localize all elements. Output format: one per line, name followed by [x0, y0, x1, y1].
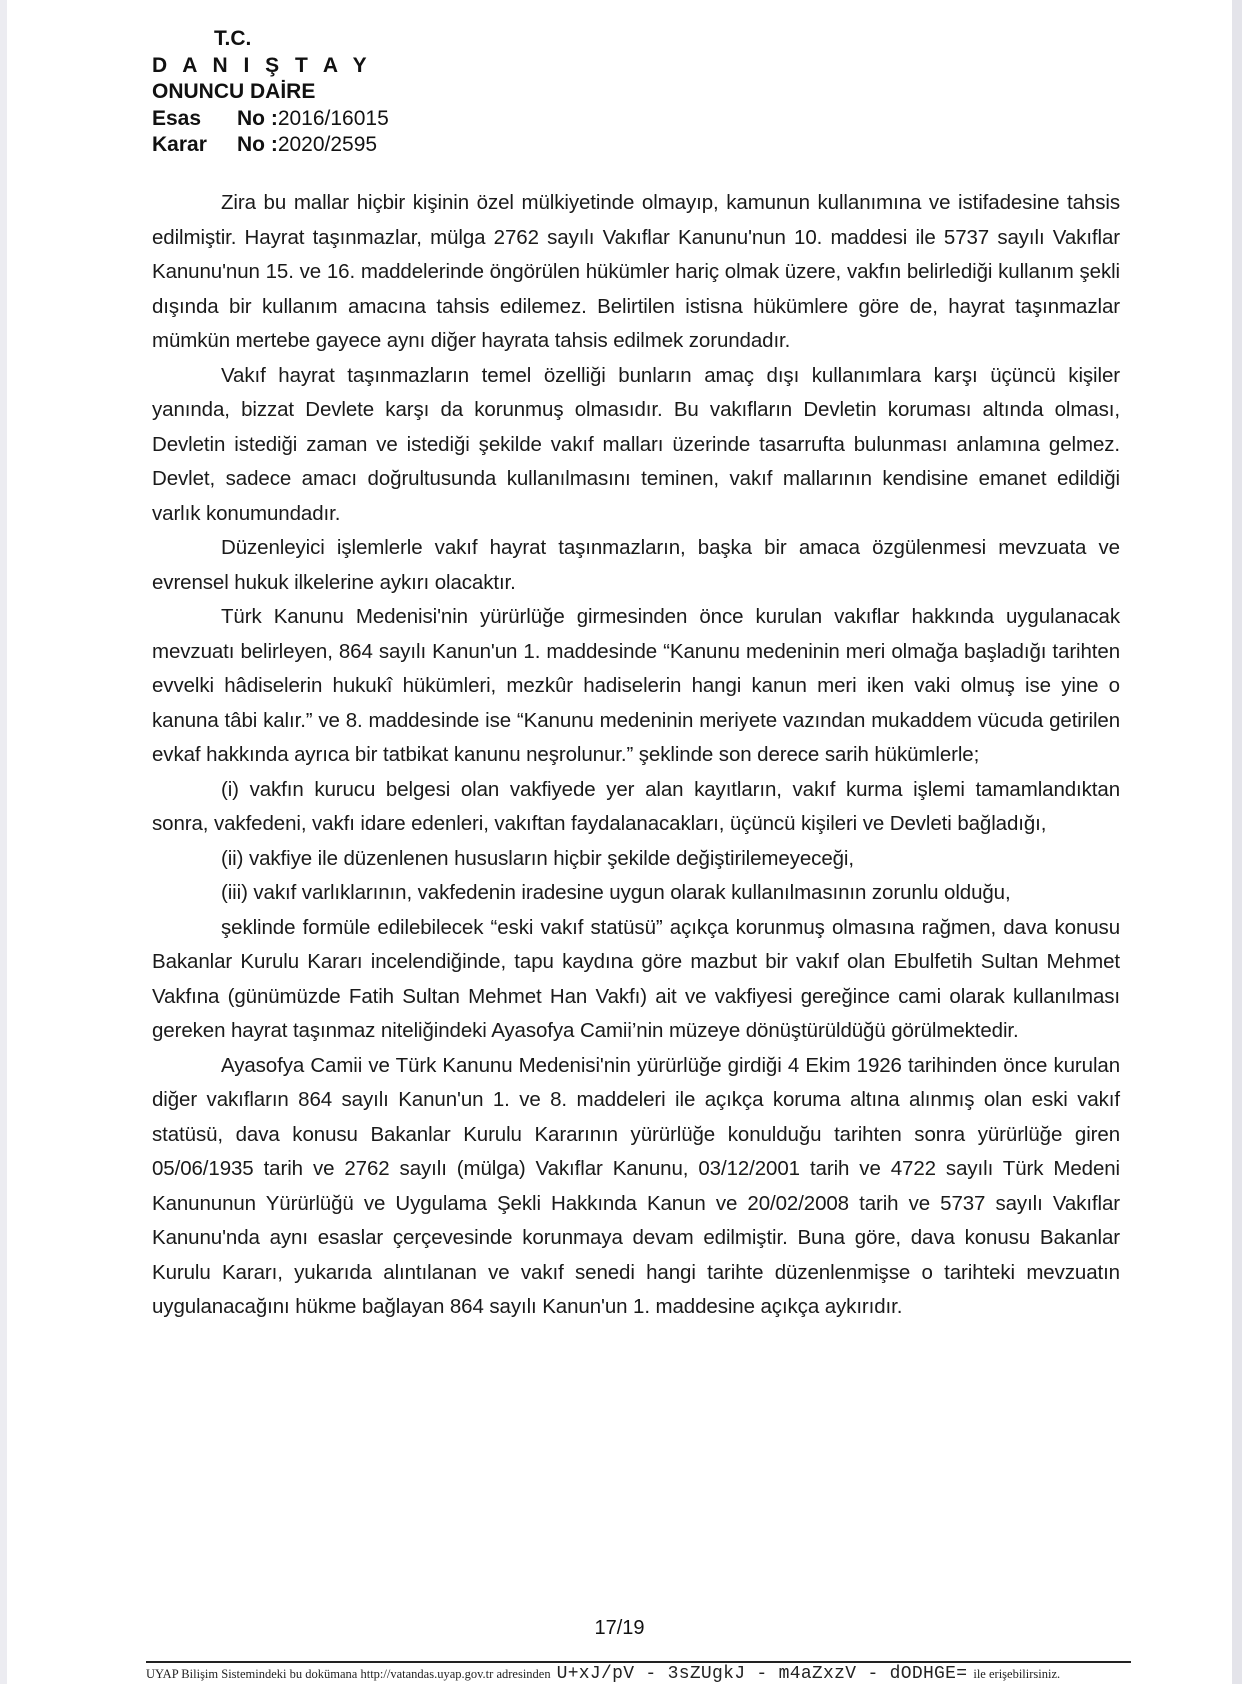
- viewer-right-edge: [1232, 0, 1242, 1684]
- footer-note: [146, 1664, 1146, 1684]
- document-body: [152, 186, 1120, 1325]
- document-header: [152, 26, 389, 159]
- verification-code: U+xJ/pV - 3sZUgkJ - m4aZxzV - dODHGE=: [556, 1664, 968, 1684]
- paragraph: Ayasofya Camii ve Türk Kanunu Medenisi'nin yürürlüğe girdiği 4 Ekim 1926 tarihinden önce kurulan diğer vakıfların 864 sayılı Kanun'un 1. ve 8. maddeleri ile açıkça koruma altına alınmış olan eski vakıf statüsü, dava konusu Bakanlar Kurulu Kararının yürürlüğe konulduğu tarihten sonra yürürlüğe giren 05/06/1935 tarih ve 2762 sayılı (mülga) Vakıflar Kanunu, 03/12/2001 tarih ve 4722 sayılı Türk Medeni Kanununun Yürürlüğü ve Uygulama Şekli Hakkında Kanun ve 20/02/2008 tarih ve 5737 sayılı Vakıflar Kanunu'nda aynı esaslar çerçevesinde korunmaya devam edilmiştir. Buna göre, dava konusu Bakanlar Kurulu Kararı, yukarıda alıntılanan ve vakıf senedi hangi tarihte düzenlenmişse o tarihteki mevzuatın uygulanacağını hükme bağlayan 864 sayılı Kanun'un 1. maddesine açıkça aykırıdır.: [152, 1053, 1120, 1318]
- karar-number: 2020/2595: [277, 133, 378, 156]
- esas-label: Esas: [152, 106, 202, 130]
- list-item: (iii) vakıf varlıklarının, vakfedenin iradesine uygun olarak kullanılmasının zorunlu olduğu,: [221, 881, 1011, 904]
- esas-row: [152, 106, 389, 133]
- viewer-left-edge: [0, 0, 7, 1684]
- esas-number: 2016/16015: [277, 106, 389, 130]
- paragraph: Türk Kanunu Medenisi'nin yürürlüğe girmesinden önce kurulan vakıflar hakkında uygulanacak mevzuatı belirleyen, 864 sayılı Kanun'un 1. maddesinde “Kanunu medeninin meri olmağa başladığı tarihten evvelki hâdiselerin hukukî hükümleri, mezkûr hadiselerin hangi kanun meri iken vaki olmuş ise yine o kanuna tâbi kalır.” ve 8. maddesinde ise “Kanunu medeninin meriyete vazından mukaddem vücuda getirilen evkaf hakkında ayrıca bir tatbikat kanunu neşrolunur.” şeklinde son derece sarih hükümlerle;: [152, 605, 1120, 766]
- paragraph: şeklinde formüle edilebilecek “eski vakıf statüsü” açıkça korunmuş olmasına rağmen, dava konusu Bakanlar Kurulu Kararı incelendiğinde, tapu kaydına göre mazbut bir vakıf olan Ebulfetih Sultan Mehmet Vakfına (günümüzde Fatih Sultan Mehmet Han Vakfı) ait ve vakfiyesi gereğince cami olarak kullanılması gereken hayrat taşınmaz niteliğindeki Ayasofya Camii’nin müzeye dönüştürüldüğü görülmektedir.: [152, 915, 1120, 1042]
- court-name: D A N I Ş T A Y: [152, 53, 372, 77]
- esas-no-label: No :: [237, 106, 278, 130]
- page-number: 17/19: [594, 1617, 645, 1639]
- paragraph: Vakıf hayrat taşınmazların temel özelliği bunların amaç dışı kullanımlara karşı üçüncü kişiler yanında, bizzat Devlete karşı da korunmuş olmasıdır. Bu vakıfların Devletin koruması altında olması, Devletin istediği zaman ve istediği şekilde vakıf malları üzerinde tasarrufta bulunması anlamına gelmez. Devlet, sadece amacı doğrultusunda kullanılmasını teminen, vakıf mallarının kendisine emanet edildiği varlık konumundadır.: [152, 363, 1120, 525]
- footer-prefix: UYAP Bilişim Sistemindeki bu dokümana http://vatandas.uyap.gov.tr adresinden: [146, 1667, 551, 1681]
- paragraph: Düzenleyici işlemlerle vakıf hayrat taşınmazların, başka bir amaca özgülenmesi mevzuata ve evrensel hukuk ilkelerine aykırı olacaktır.: [152, 536, 1120, 594]
- footer-divider: [146, 1661, 1131, 1663]
- karar-row: [152, 132, 389, 159]
- list-item: (ii) vakfiye ile düzenlenen hususların hiçbir şekilde değiştirilemeyeceği,: [221, 846, 854, 870]
- chamber-name: ONUNCU DAİRE: [152, 80, 316, 103]
- karar-label: Karar: [152, 133, 207, 156]
- republic-label: T.C.: [214, 27, 252, 50]
- paragraph: Zira bu mallar hiçbir kişinin özel mülkiyetinde olmayıp, kamunun kullanımına ve istifadesine tahsis edilmiştir. Hayrat taşınmazlar, mülga 2762 sayılı Vakıflar Kanunu'nun 10. maddesi ile 5737 sayılı Vakıflar Kanunu'nun 15. ve 16. maddelerinde öngörülen hükümler hariç olmak üzere, vakfın belirlediği kullanım şekli dışında bir kullanım amacına tahsis edilemez. Belirtilen istisna hükümlere göre de, hayrat taşınmazlar mümkün mertebe gayece aynı diğer hayrata tahsis edilmek zorundadır.: [152, 191, 1120, 352]
- karar-no-label: No :: [237, 133, 278, 156]
- list-item: (i) vakfın kurucu belgesi olan vakfiyede yer alan kayıtların, vakıf kurma işlemi tamamlandıktan sonra, vakfedeni, vakfı idare edenleri, vakıftan faydalanacakları, üçüncü kişileri ve Devleti bağladığı,: [152, 777, 1120, 835]
- document-page: [7, 0, 1232, 1684]
- footer-suffix: ile erişebilirsiniz.: [973, 1667, 1061, 1681]
